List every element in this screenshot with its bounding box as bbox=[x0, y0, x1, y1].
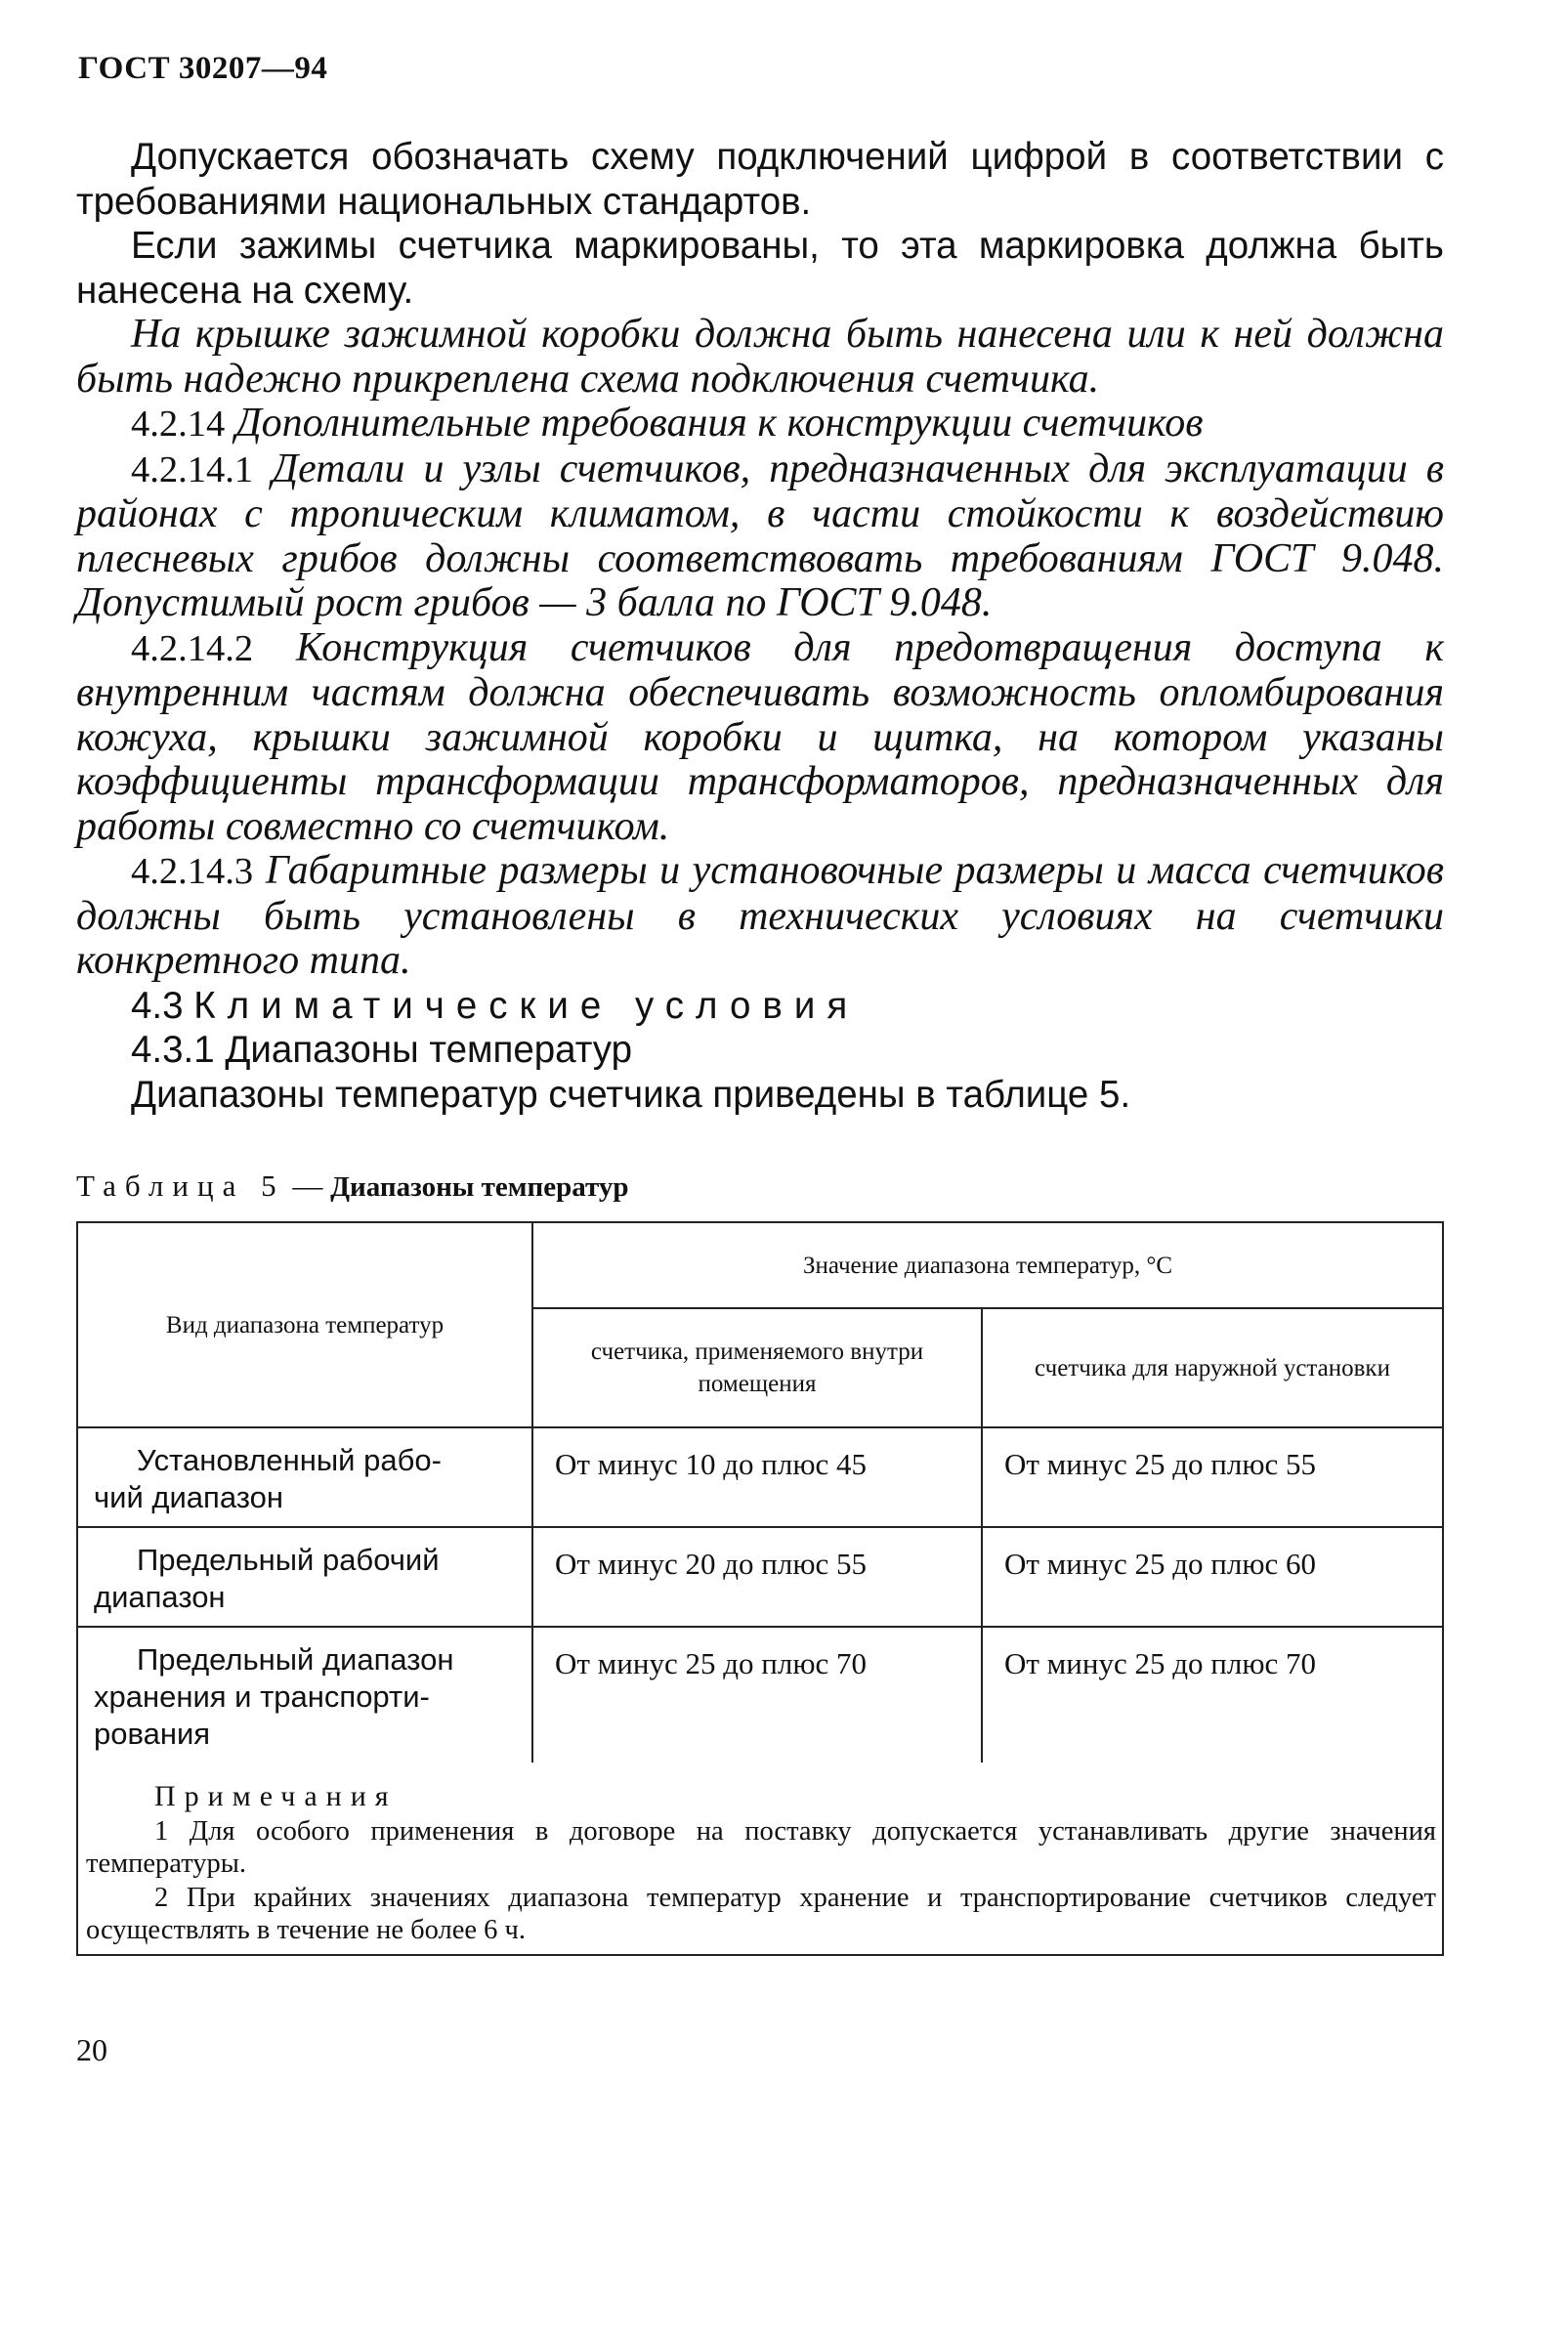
notes-title: Примечания bbox=[154, 1780, 398, 1812]
paragraph: Допускается обозначать схему подключений цифрой в соответствии с требованиями национальных стандартов. bbox=[76, 136, 1444, 223]
section-4-2-14 bbox=[76, 402, 1444, 447]
section-text: Конструкция счетчиков для предотвращения доступа к внутренним частям должна обеспечивать возможность опломбирования кожуха, крышки зажимной коробки и щитка, на котором указаны коэффициенты трансформации трансформаторов, предназначенных для работы совместно со счетчиком. bbox=[76, 624, 1444, 849]
section-number: 4.3.1 bbox=[131, 1029, 215, 1071]
column-group-header: Значение диапазона температур, °C bbox=[532, 1222, 1443, 1308]
indoor-value-cell: От минус 20 до плюс 55 bbox=[532, 1527, 982, 1627]
temperature-table bbox=[76, 1221, 1444, 1956]
section-4-3-1 bbox=[76, 1028, 1444, 1073]
range-type-cell: Предельный рабочий диапазон bbox=[77, 1527, 532, 1627]
indoor-value-cell: От минус 25 до плюс 70 bbox=[532, 1627, 982, 1763]
section-text: Дополнительные требования к конструкции счетчиков bbox=[234, 401, 1204, 446]
section-number: 4.2.14.3 bbox=[131, 851, 254, 892]
section-4-2-14-2 bbox=[76, 626, 1444, 850]
section-4-2-14-1 bbox=[76, 447, 1444, 626]
table-caption bbox=[76, 1168, 629, 1204]
section-heading: Климатические условия bbox=[193, 984, 860, 1027]
paragraph-italic: На крышке зажимной коробки должна быть нанесена или к ней должна быть надежно прикреплена схема подключения счетчика. bbox=[76, 312, 1444, 402]
column-header-type: Вид диапазона температур bbox=[77, 1222, 532, 1427]
table-notes bbox=[77, 1763, 1443, 1955]
page-number: 20 bbox=[76, 2032, 107, 2067]
range-type-cell: Предельный диапазон хранения и транспорти-рования bbox=[77, 1627, 532, 1763]
section-number: 4.2.14.1 bbox=[131, 448, 254, 490]
document-code: ГОСТ 30207—94 bbox=[78, 51, 328, 86]
section-heading: Диапазоны температур bbox=[225, 1029, 633, 1071]
section-4-2-14-3 bbox=[76, 849, 1444, 984]
section-number: 4.2.14.2 bbox=[131, 627, 254, 669]
column-header-outdoor: счетчика для наружной установки bbox=[982, 1308, 1443, 1427]
outdoor-value-cell: От минус 25 до плюс 60 bbox=[982, 1527, 1443, 1627]
column-header-indoor: счетчика, применяемого внутри помещения bbox=[532, 1308, 982, 1427]
indoor-value-cell: От минус 10 до плюс 45 bbox=[532, 1427, 982, 1527]
section-text: Детали и узлы счетчиков, предназначенных для эксплуатации в районах с тропическим климатом, в части стойкости к воздействию плесневых грибов должны соответствовать требованиям ГОСТ 9.048. Допустимый рост грибов — 3 балла по ГОСТ 9.048. bbox=[76, 446, 1444, 625]
table-row bbox=[77, 1627, 1443, 1763]
note-item: 1 Для особого применения в договоре на поставку допускается устанавливать другие значения температуры. bbox=[86, 1816, 1437, 1879]
table-row bbox=[77, 1527, 1443, 1627]
note-item: 2 При крайних значениях диапазона температур хранение и транспортирование счетчиков следует осуществлять в течение не более 6 ч. bbox=[86, 1883, 1437, 1945]
section-text: Габаритные размеры и установочные размеры и масса счетчиков должны быть установлены в технических условиях на счетчики конкретного типа. bbox=[76, 848, 1444, 983]
outdoor-value-cell: От минус 25 до плюс 55 bbox=[982, 1427, 1443, 1527]
outdoor-value-cell: От минус 25 до плюс 70 bbox=[982, 1627, 1443, 1763]
paragraph: Если зажимы счетчика маркированы, то эта маркировка должна быть нанесена на схему. bbox=[76, 225, 1444, 312]
table-notes-row bbox=[77, 1763, 1443, 1955]
table-title: Диапазоны температур bbox=[330, 1171, 629, 1203]
table-label: Таблица 5 bbox=[76, 1168, 285, 1203]
caption-dash: — bbox=[284, 1168, 331, 1203]
body-text bbox=[76, 135, 1444, 1117]
range-type-cell: Установленный рабо- чий диапазон bbox=[77, 1427, 532, 1527]
section-4-3 bbox=[76, 984, 1444, 1029]
table-row bbox=[77, 1427, 1443, 1527]
paragraph: Диапазоны температур счетчика приведены в таблице 5. bbox=[131, 1073, 1131, 1116]
section-number: 4.3 bbox=[131, 984, 184, 1027]
table-header-row bbox=[77, 1222, 1443, 1308]
section-number: 4.2.14 bbox=[131, 404, 226, 445]
